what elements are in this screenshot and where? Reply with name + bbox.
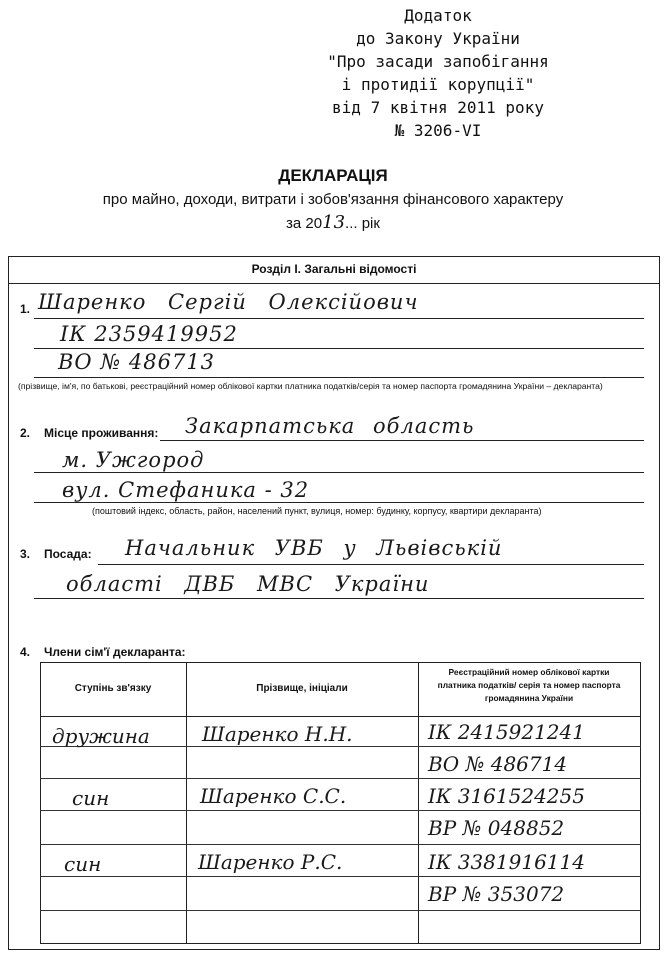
row-tax-id: ІК 2415921241 (428, 720, 585, 744)
row-passport: ВР № 353072 (428, 882, 565, 906)
row-name: Шаренко Н.Н. (202, 722, 353, 746)
declarant-tax-id: ІК 2359419952 (60, 322, 238, 346)
row-line (40, 876, 641, 877)
appendix-line: № 3206-VI (394, 121, 482, 140)
item-number: 4. (20, 645, 31, 659)
position-label: Посада: (44, 547, 92, 561)
field-line (34, 502, 644, 503)
row-line (40, 810, 641, 811)
appendix-line: Додаток (404, 6, 472, 25)
field-line (34, 598, 644, 599)
item-number: 3. (20, 547, 31, 561)
declarant-passport: ВО № 486713 (58, 350, 216, 374)
row-tax-id: ІК 3381916114 (428, 850, 585, 874)
header-relation: Ступінь зв'язку (74, 683, 152, 694)
header-name: Прізвище, ініціали (256, 683, 348, 694)
row-tax-id: ІК 3161524255 (428, 784, 585, 808)
year-suffix: ... рік (345, 215, 380, 232)
residence-line-2: м. Ужгород (62, 448, 205, 472)
row-line (40, 778, 641, 779)
table-divider (186, 662, 187, 944)
row-relation: син (64, 852, 102, 876)
year-handwritten: 13 (322, 212, 346, 233)
divider (8, 283, 660, 284)
item-number: 2. (20, 426, 31, 440)
appendix-line: до Закону України (356, 29, 520, 48)
year-prefix: за 20 (286, 215, 323, 232)
section-title: Розділ І. Загальні відомості (251, 262, 417, 276)
position-line-1: Начальник УВБ у Львівській (125, 536, 503, 560)
row-passport: ВР № 048852 (428, 816, 565, 840)
position-line-2: області ДВБ МВС України (66, 572, 430, 596)
declarant-name: Шаренко Сергій Олексійович (38, 290, 419, 314)
table-divider (418, 662, 419, 944)
residence-line-3: вул. Стефаника - 32 (62, 478, 310, 502)
appendix-header (288, 4, 588, 142)
field-line (98, 564, 644, 565)
field-line (34, 318, 644, 319)
appendix-line: "Про засади запобігання (327, 52, 549, 71)
field-caption: (поштовий індекс, область, район, населений пункт, вулиця, номер: будинку, корпусу, квартири декларанта) (92, 506, 542, 516)
row-relation: дружина (52, 724, 150, 748)
field-caption: (прізвище, ім'я, по батькові, реєстраційний номер облікової картки платника податків/серія та номер паспорта громадянина України – декларанта) (18, 381, 603, 391)
document-title: ДЕКЛАРАЦІЯ (278, 166, 388, 185)
appendix-line: від 7 квітня 2011 року (332, 98, 544, 117)
field-line (34, 472, 644, 473)
row-name: Шаренко С.С. (200, 784, 347, 808)
residence-line-1: Закарпатська область (185, 414, 475, 438)
field-line (34, 377, 644, 378)
document-subtitle: про майно, доходи, витрати і зобов'язання фінансового характеру (102, 191, 564, 208)
table-divider (40, 716, 641, 717)
declaration-year (0, 212, 666, 233)
row-relation: син (72, 786, 110, 810)
row-passport: ВО № 486714 (428, 752, 568, 776)
header-id: Реєстраційний номер облікової картки платника податків/ серія та номер паспорта громадянина України (437, 667, 621, 703)
field-line (34, 348, 644, 349)
field-line (160, 440, 644, 441)
row-line (40, 910, 641, 911)
row-line (40, 844, 641, 845)
family-label: Члени сім'ї декларанта: (44, 645, 186, 659)
item-number: 1. (20, 302, 31, 316)
residence-label: Місце проживання: (44, 426, 159, 440)
row-name: Шаренко Р.С. (198, 850, 343, 874)
appendix-line: і протидії корупції" (341, 75, 535, 94)
